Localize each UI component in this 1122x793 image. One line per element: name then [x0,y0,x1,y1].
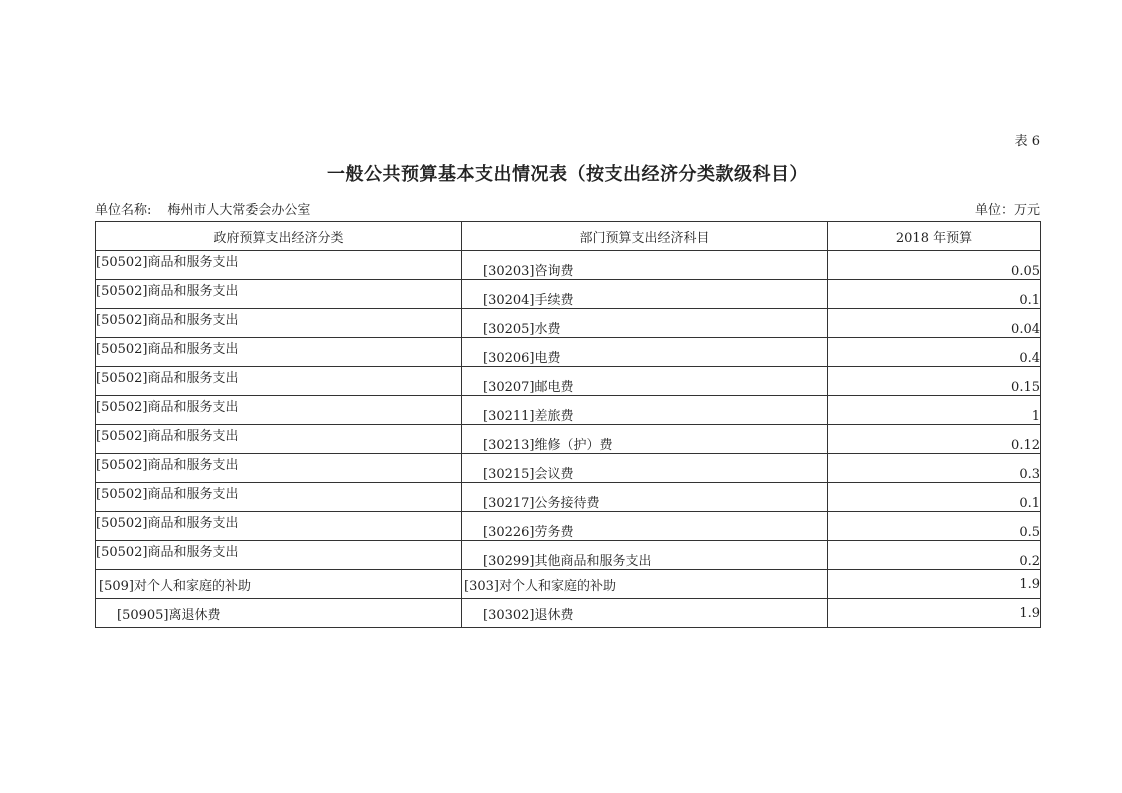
amount-cell: 0.15 [828,367,1041,396]
gov-class-cell: [50502]商品和服务支出 [96,541,462,570]
dept-item-cell: [30213]维修（护）费 [462,425,828,454]
amount-cell: 0.3 [828,454,1041,483]
table-row [96,570,1041,599]
dept-item-cell: [30211]差旅费 [462,396,828,425]
budget-table [95,221,1041,628]
dept-item-cell: [30203]咨询费 [462,251,828,280]
unit-name-label: 单位名称: [95,203,152,218]
table-row [96,338,1041,367]
table-row [96,367,1041,396]
table-row [96,280,1041,309]
gov-class-cell: [50905]离退休费 [96,599,462,628]
page-title: 一般公共预算基本支出情况表（按支出经济分类款级科目） [327,164,808,185]
table-header-row [96,222,1041,251]
amount-cell: 1.9 [828,570,1041,599]
amount-cell: 0.2 [828,541,1041,570]
table-row [96,483,1041,512]
dept-item-cell: [30217]公务接待费 [462,483,828,512]
gov-class-cell: [50502]商品和服务支出 [96,396,462,425]
amount-cell: 0.5 [828,512,1041,541]
table-row [96,425,1041,454]
dept-item-cell: [303]对个人和家庭的补助 [462,570,828,599]
amount-cell: 1 [828,396,1041,425]
gov-class-cell: [50502]商品和服务支出 [96,425,462,454]
gov-class-cell: [50502]商品和服务支出 [96,309,462,338]
amount-cell: 0.12 [828,425,1041,454]
table-row [96,309,1041,338]
table-row [96,396,1041,425]
header-gov-class: 政府预算支出经济分类 [96,222,462,251]
amount-cell: 1.9 [828,599,1041,628]
dept-item-cell: [30205]水费 [462,309,828,338]
table-row [96,512,1041,541]
amount-cell: 0.1 [828,483,1041,512]
table-row [96,454,1041,483]
gov-class-cell: [50502]商品和服务支出 [96,367,462,396]
dept-item-cell: [30206]电费 [462,338,828,367]
gov-class-cell: [50502]商品和服务支出 [96,483,462,512]
amount-cell: 0.05 [828,251,1041,280]
header-dept-item: 部门预算支出经济科目 [462,222,828,251]
gov-class-cell: [50502]商品和服务支出 [96,512,462,541]
dept-item-cell: [30207]邮电费 [462,367,828,396]
amount-cell: 0.04 [828,309,1041,338]
table-row [96,251,1041,280]
amount-cell: 0.4 [828,338,1041,367]
dept-item-cell: [30299]其他商品和服务支出 [462,541,828,570]
table-number: 表 6 [1014,134,1040,149]
gov-class-cell: [509]对个人和家庭的补助 [96,570,462,599]
gov-class-cell: [50502]商品和服务支出 [96,251,462,280]
unit-name-value: 梅州市人大常委会办公室 [167,203,311,218]
dept-item-cell: [30302]退休费 [462,599,828,628]
gov-class-cell: [50502]商品和服务支出 [96,454,462,483]
amount-cell: 0.1 [828,280,1041,309]
table-row [96,541,1041,570]
unit-name [95,199,310,218]
dept-item-cell: [30204]手续费 [462,280,828,309]
dept-item-cell: [30215]会议费 [462,454,828,483]
table-row [96,599,1041,628]
dept-item-cell: [30226]劳务费 [462,512,828,541]
unit-info-row [95,199,1040,217]
currency-unit: 单位：万元 [974,203,1040,218]
gov-class-cell: [50502]商品和服务支出 [96,280,462,309]
gov-class-cell: [50502]商品和服务支出 [96,338,462,367]
header-amount: 2018 年预算 [828,222,1041,251]
